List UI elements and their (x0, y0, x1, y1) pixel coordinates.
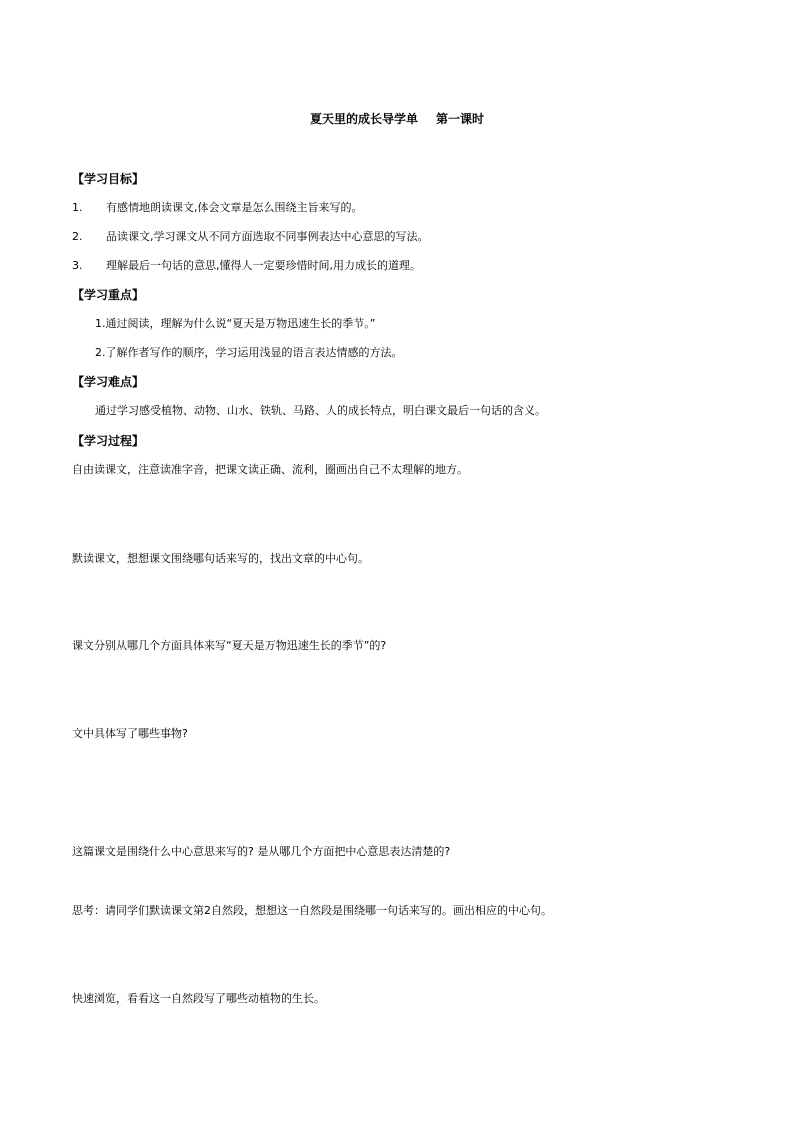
objective-text: 品读课文,学习课文从不同方面选取不同事例表达中心意思的写法。 (106, 230, 429, 243)
objective-text: 理解最后一句话的意思,懂得人一定要珍惜时间,用力成长的道理。 (106, 259, 421, 272)
key-point-item-1: 1.通过阅读，理解为什么说“夏天是万物迅速生长的季节。” (95, 317, 376, 330)
objectives-heading: 【学习目标】 (72, 172, 145, 186)
process-item-3: 课文分别从哪几个方面具体来写“夏天是万物迅速生长的季节”的? (72, 639, 387, 652)
objective-number: 1. (72, 201, 83, 214)
difficulties-text: 通过学习感受植物、动物、山水、铁轨、马路、人的成长特点，明白课文最后一句话的含义。 (95, 404, 546, 417)
objective-item-2 (72, 230, 429, 243)
objective-number: 3. (72, 259, 83, 272)
title-main: 夏天里的成长导学单 (310, 112, 419, 126)
title-sub: 第一课时 (436, 112, 485, 126)
document-title (310, 112, 484, 126)
objective-item-1 (72, 201, 363, 214)
objective-item-3 (72, 259, 421, 272)
process-heading: 【学习过程】 (72, 434, 145, 448)
process-item-6: 思考：请同学们默读课文第2自然段，想想这一自然段是围绕哪一句话来写的。画出相应的中心句。 (72, 904, 552, 917)
difficulties-heading: 【学习难点】 (72, 375, 145, 389)
process-item-2: 默读课文，想想课文围绕哪句话来写的，找出文章的中心句。 (72, 552, 369, 565)
process-item-1: 自由读课文，注意读准字音，把课文读正确、流利，圈画出自己不太理解的地方。 (72, 463, 468, 476)
process-item-7: 快速浏览，看看这一自然段写了哪些动植物的生长。 (72, 992, 325, 1005)
key-point-item-2: 2.了解作者写作的顺序，学习运用浅显的语言表达情感的方法。 (95, 346, 403, 359)
objective-text: 有感情地朗读课文,体会文章是怎么围绕主旨来写的。 (106, 201, 363, 214)
objective-number: 2. (72, 230, 83, 243)
process-item-5: 这篇课文是围绕什么中心意思来写的? 是从哪几个方面把中心意思表达清楚的? (72, 845, 451, 858)
process-item-4: 文中具体写了哪些事物? (72, 727, 188, 740)
key-points-heading: 【学习重点】 (72, 288, 145, 302)
